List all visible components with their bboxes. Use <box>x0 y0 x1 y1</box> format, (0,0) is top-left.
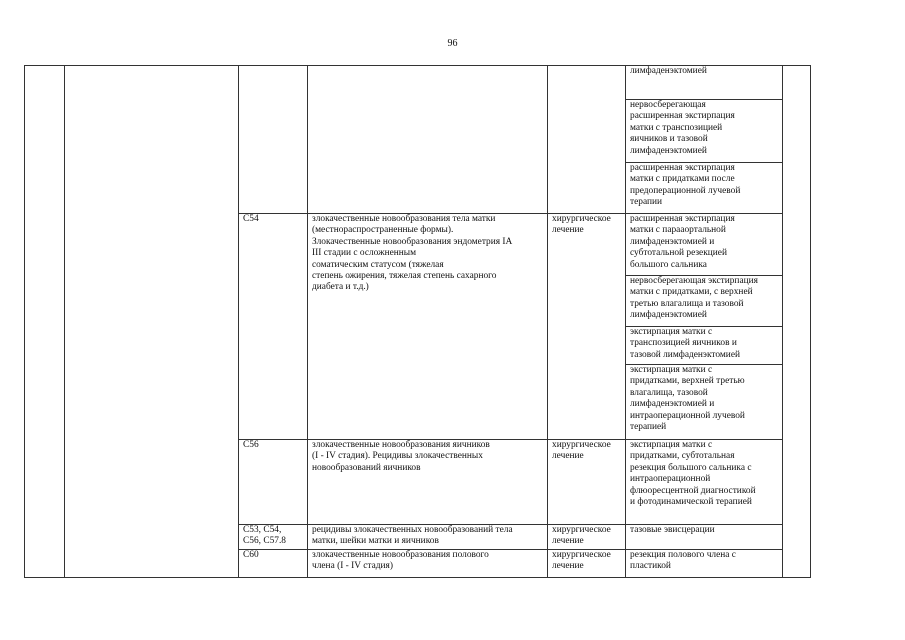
diagnosis-cell: рецидивы злокачественных новообразований тела матки, шейки матки и яичников <box>308 525 548 550</box>
number-cell <box>25 66 65 578</box>
treatment-cell: хирургическое лечение <box>548 550 626 578</box>
code-cell: C60 <box>239 550 308 578</box>
method-cell: резекция полового члена с пластикой <box>626 550 783 578</box>
method-cell: нервосберегающая расширенная экстирпация матки с транспозицией яичников и тазовой лимфаденэктомией <box>626 100 783 163</box>
code-cell <box>239 66 308 214</box>
group-cell <box>65 66 239 578</box>
method-cell: расширенная экстирпация матки с придатками после предоперационной лучевой терапии <box>626 163 783 214</box>
diagnosis-cell: злокачественные новообразования яичников (I - IV стадия). Рецидивы злокачественных новообразований яичников <box>308 440 548 525</box>
method-cell: расширенная экстирпация матки с парааортальной лимфаденэктомией и субтотальной резекцией большого сальника <box>626 214 783 276</box>
method-cell: нервосберегающая экстирпация матки с придатками, с верхней третью влагалища и тазовой лимфаденэктомией <box>626 276 783 327</box>
method-cell: экстирпация матки с придатками, верхней третью влагалища, тазовой лимфаденэктомией и интраоперационной лучевой терапией <box>626 365 783 440</box>
method-cell: экстирпация матки с придатками, субтотальная резекция большого сальника с интраоперационной флюоресцентной диагностикой и фотодинамической терапией <box>626 440 783 525</box>
page-number: 96 <box>447 38 458 49</box>
diagnosis-cell: злокачественные новообразования тела матки (местнораспространенные формы). Злокачественные новообразования эндометрия IA III стадии с осложненным соматическим статусом (тяжелая степень ожирения, тяжелая степень сахарного диабета и т.д.) <box>308 214 548 440</box>
treatment-cell: хирургическое лечение <box>548 440 626 525</box>
procedures-table <box>24 65 811 578</box>
treatment-cell: хирургическое лечение <box>548 525 626 550</box>
diagnosis-cell <box>308 66 548 214</box>
method-cell: лимфаденэктомией <box>626 66 783 100</box>
diagnosis-cell: злокачественные новообразования полового члена (I - IV стадия) <box>308 550 548 578</box>
treatment-cell <box>548 66 626 214</box>
treatment-cell: хирургическое лечение <box>548 214 626 440</box>
method-cell: тазовые эвисцерации <box>626 525 783 550</box>
table-row <box>25 66 811 100</box>
code-cell: C53, C54, C56, C57.8 <box>239 525 308 550</box>
method-cell: экстирпация матки с транспозицией яичников и тазовой лимфаденэктомией <box>626 327 783 365</box>
code-cell: C54 <box>239 214 308 440</box>
tail-cell <box>783 66 811 578</box>
code-cell: C56 <box>239 440 308 525</box>
